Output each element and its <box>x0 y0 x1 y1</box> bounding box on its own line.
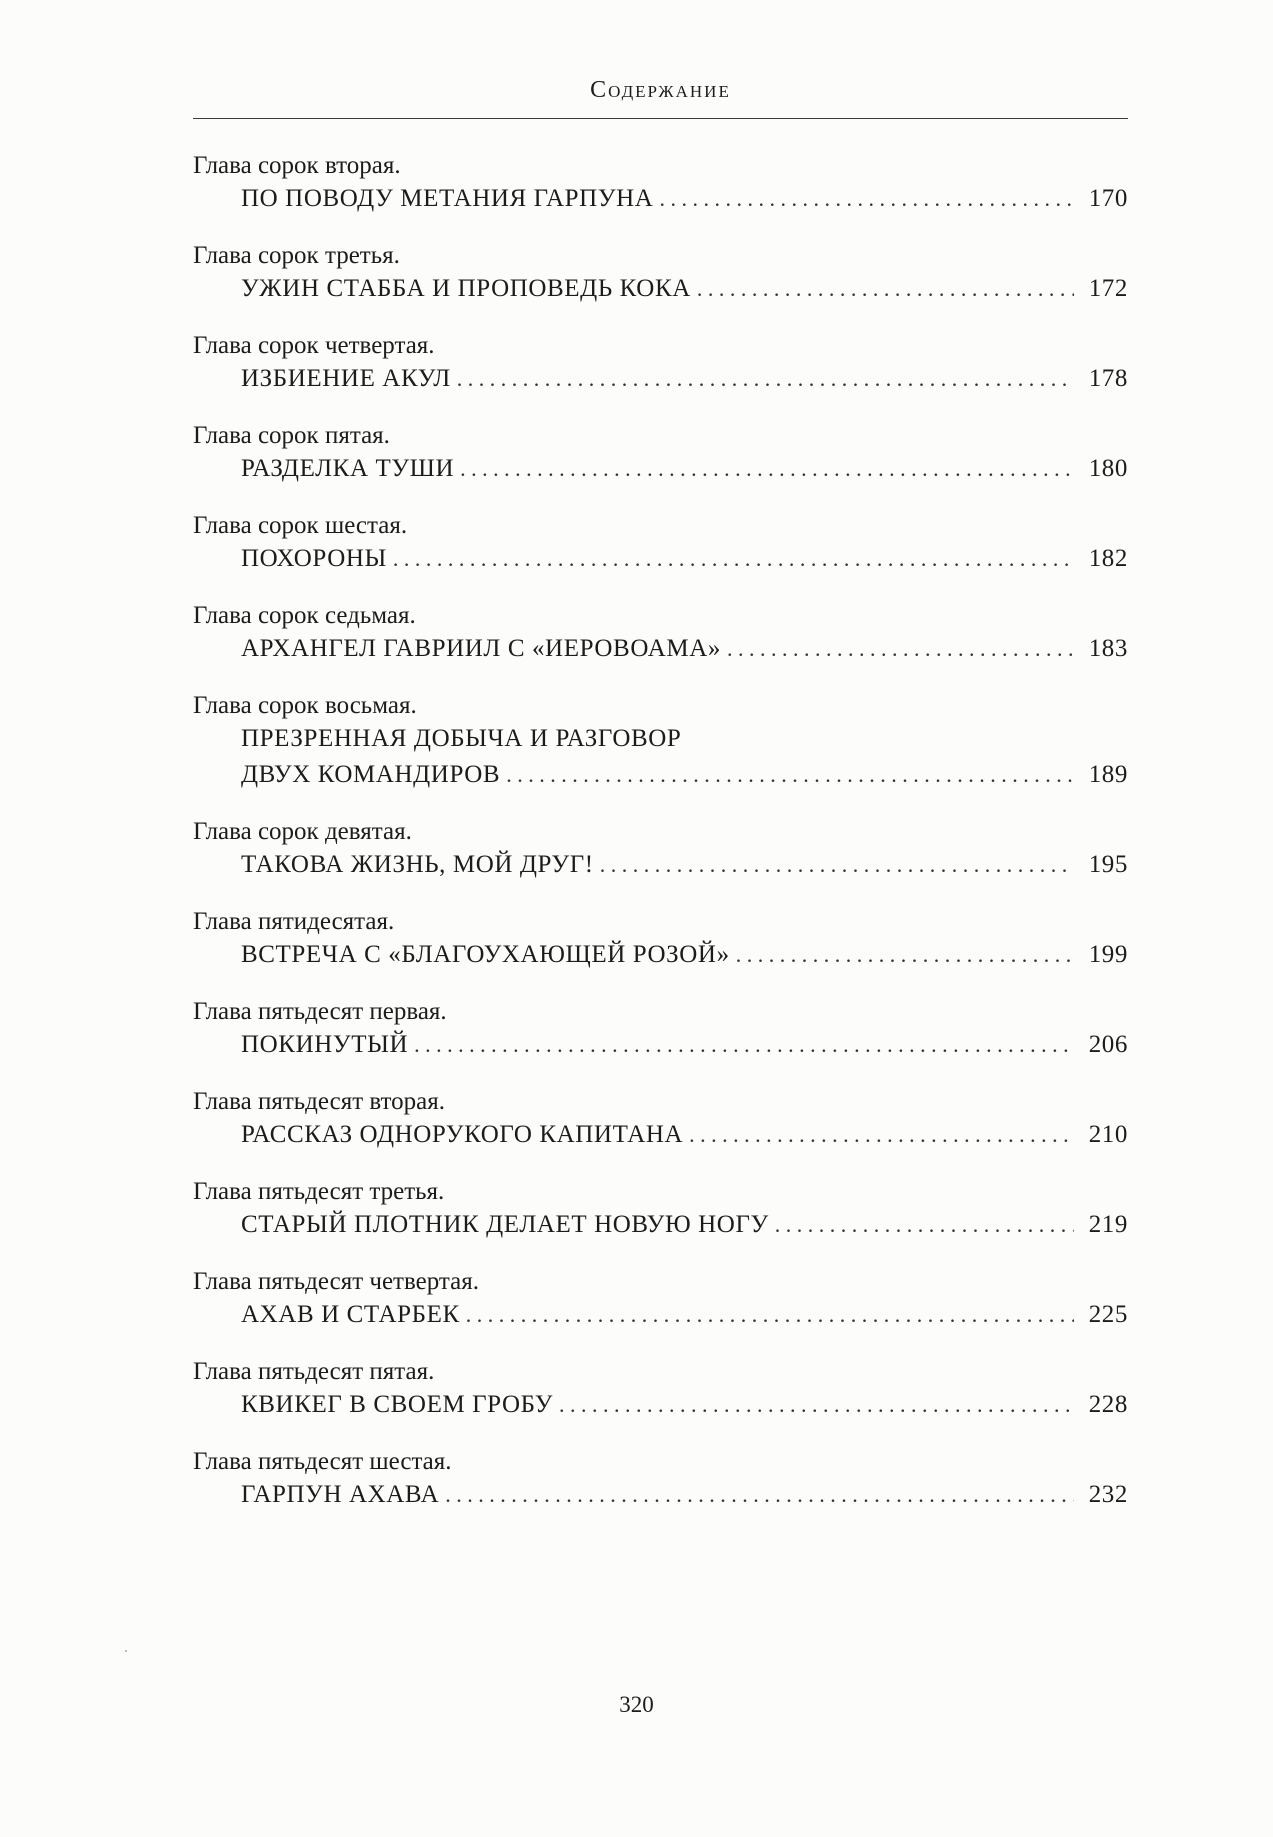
toc-entry <box>193 1176 1128 1243</box>
chapter-title: ИЗБИЕНИЕ АКУЛ <box>241 365 451 392</box>
chapter-label: Глава пятьдесят третья. <box>193 1178 445 1205</box>
chapter-title-line <box>241 1387 1128 1423</box>
toc-entry <box>193 906 1128 973</box>
toc-page-number: 189 <box>1088 761 1128 788</box>
table-of-contents <box>193 150 1128 1536</box>
toc-entry <box>193 816 1128 883</box>
dot-leader <box>506 757 1074 793</box>
dot-leader <box>727 631 1074 667</box>
chapter-title: ТАКОВА ЖИЗНЬ, МОЙ ДРУГ! <box>241 851 594 878</box>
page-number: 320 <box>619 1692 654 1717</box>
chapter-title: ГАРПУН АХАВА <box>241 1481 440 1508</box>
chapter-label: Глава пятидесятая. <box>193 908 395 935</box>
chapter-label: Глава сорок шестая. <box>193 512 408 539</box>
chapter-title-line <box>241 1207 1128 1243</box>
dot-leader <box>736 937 1074 973</box>
chapter-title-line <box>241 631 1128 667</box>
dot-leader <box>659 181 1074 217</box>
chapter-title: РАЗДЕЛКА ТУШИ <box>241 455 455 482</box>
chapter-title-line <box>241 1477 1128 1513</box>
chapter-label: Глава пятьдесят пятая. <box>193 1358 435 1385</box>
chapter-title: КВИКЕГ В СВОЕМ ГРОБУ <box>241 1391 554 1418</box>
toc-page-number: 232 <box>1088 1481 1128 1508</box>
toc-entry <box>193 510 1128 577</box>
toc-entry <box>193 1446 1128 1513</box>
chapter-title: ВСТРЕЧА С «БЛАГОУХАЮЩЕЙ РОЗОЙ» <box>241 941 730 968</box>
toc-entry <box>193 1356 1128 1423</box>
chapter-label: Глава пятьдесят вторая. <box>193 1088 446 1115</box>
toc-page-number: 228 <box>1088 1391 1128 1418</box>
chapter-title: АХАВ И СТАРБЕК <box>241 1301 460 1328</box>
chapter-label: Глава сорок третья. <box>193 242 400 269</box>
chapter-title: ПРЕЗРЕННАЯ ДОБЫЧА И РАЗГОВОР <box>241 725 682 752</box>
chapter-title-line <box>241 757 1128 793</box>
toc-entry <box>193 330 1128 397</box>
chapter-title: ПО ПОВОДУ МЕТАНИЯ ГАРПУНА <box>241 185 654 212</box>
chapter-title-line <box>241 541 1128 577</box>
chapter-label: Глава пятьдесят первая. <box>193 998 447 1025</box>
chapter-title-line <box>241 937 1128 973</box>
dot-leader <box>393 541 1074 577</box>
dot-leader <box>414 1027 1074 1063</box>
chapter-label: Глава пятьдесят шестая. <box>193 1448 452 1475</box>
toc-page-number: 172 <box>1088 275 1128 302</box>
chapter-title: ПОКИНУТЫЙ <box>241 1031 409 1058</box>
dot-leader <box>460 451 1074 487</box>
chapter-title: ДВУХ КОМАНДИРОВ <box>241 761 501 788</box>
paper-speck <box>125 1650 127 1652</box>
toc-page-number: 170 <box>1088 185 1128 212</box>
toc-page-number: 219 <box>1088 1211 1128 1238</box>
toc-page-number: 182 <box>1088 545 1128 572</box>
chapter-title-line <box>241 721 1128 757</box>
chapter-title: ПОХОРОНЫ <box>241 545 387 572</box>
dot-leader <box>457 361 1074 397</box>
chapter-label: Глава сорок седьмая. <box>193 602 416 629</box>
toc-entry <box>193 1266 1128 1333</box>
toc-entry <box>193 690 1128 793</box>
toc-page-number: 178 <box>1088 365 1128 392</box>
running-head: Содержание <box>590 77 731 103</box>
chapter-title-line <box>241 361 1128 397</box>
header-rule <box>193 118 1128 119</box>
chapter-title-line <box>241 847 1128 883</box>
dot-leader <box>697 271 1074 307</box>
dot-leader <box>466 1297 1074 1333</box>
toc-page-number: 210 <box>1088 1121 1128 1148</box>
chapter-label: Глава сорок четвертая. <box>193 332 435 359</box>
toc-entry <box>193 150 1128 217</box>
dot-leader <box>600 847 1074 883</box>
toc-entry <box>193 1086 1128 1153</box>
toc-entry <box>193 600 1128 667</box>
chapter-label: Глава сорок вторая. <box>193 152 401 179</box>
toc-entry <box>193 996 1128 1063</box>
dot-leader <box>775 1207 1074 1243</box>
chapter-label: Глава сорок девятая. <box>193 818 412 845</box>
chapter-title-line <box>241 1027 1128 1063</box>
toc-page-number: 225 <box>1088 1301 1128 1328</box>
chapter-title-line <box>241 181 1128 217</box>
chapter-title-line <box>241 451 1128 487</box>
toc-page-number: 183 <box>1088 635 1128 662</box>
dot-leader <box>559 1387 1074 1423</box>
chapter-title-line <box>241 1117 1128 1153</box>
toc-entry <box>193 420 1128 487</box>
chapter-title: СТАРЫЙ ПЛОТНИК ДЕЛАЕТ НОВУЮ НОГУ <box>241 1211 769 1238</box>
dot-leader <box>689 1117 1074 1153</box>
toc-entry <box>193 240 1128 307</box>
chapter-title: АРХАНГЕЛ ГАВРИИЛ С «ИЕРОВОАМА» <box>241 635 721 662</box>
chapter-title: УЖИН СТАББА И ПРОПОВЕДЬ КОКА <box>241 275 691 302</box>
chapter-label: Глава сорок пятая. <box>193 422 390 449</box>
chapter-title-line <box>241 1297 1128 1333</box>
chapter-label: Глава пятьдесят четвертая. <box>193 1268 479 1295</box>
toc-page-number: 199 <box>1088 941 1128 968</box>
chapter-title-line <box>241 271 1128 307</box>
chapter-title: РАССКАЗ ОДНОРУКОГО КАПИТАНА <box>241 1121 684 1148</box>
toc-page-number: 206 <box>1088 1031 1128 1058</box>
toc-page-number: 195 <box>1088 851 1128 878</box>
dot-leader <box>445 1477 1074 1513</box>
toc-page-number: 180 <box>1088 455 1128 482</box>
chapter-label: Глава сорок восьмая. <box>193 692 417 719</box>
